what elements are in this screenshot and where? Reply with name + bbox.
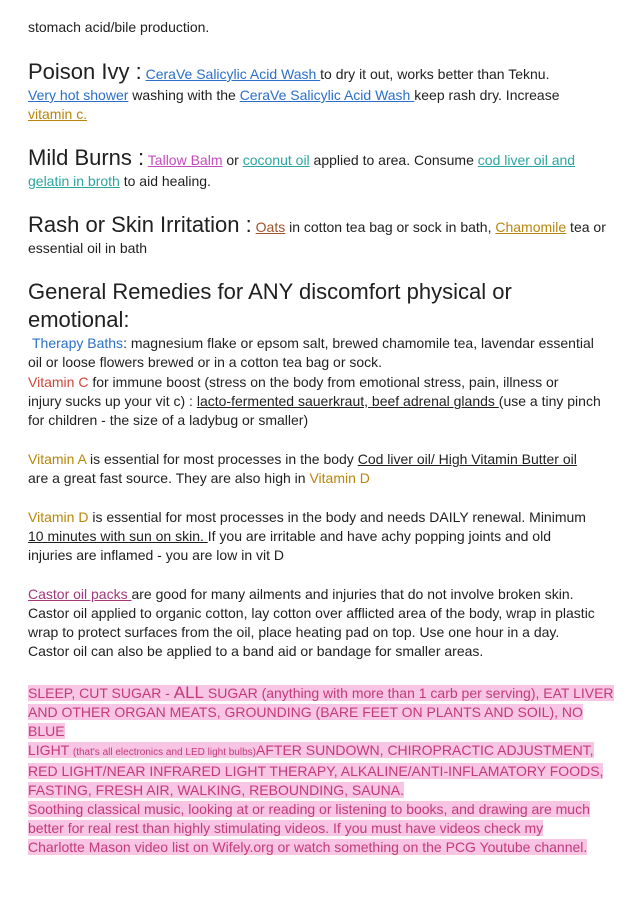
poison-ivy-section	[28, 58, 614, 124]
music-line-3: Charlotte Mason video list on Wifely.org or watch something on the PCG Youtube channel.	[28, 839, 588, 855]
sauerkraut-link[interactable]: lacto-fermented sauerkraut, beef adrenal glands	[196, 393, 499, 409]
cod-liver-butter-oil-link[interactable]: Cod liver oil/ High Vitamin Butter oil	[357, 451, 577, 467]
general-section	[28, 278, 614, 372]
coconut-oil-link[interactable]: coconut oil	[242, 152, 310, 168]
vitamin-d-label: Vitamin D	[28, 509, 89, 525]
mild-burns-heading: Mild Burns :	[28, 145, 145, 170]
lifestyle-line-2: AND OTHER ORGAN MEATS, GROUNDING (BARE FEET ON PLANTS AND SOIL), NO BLUE	[28, 704, 583, 739]
top-line: stomach acid/bile production.	[28, 19, 210, 35]
hot-shower-link[interactable]: Very hot shower	[28, 87, 129, 103]
mild-burns-section	[28, 144, 614, 191]
vitamin-d-section	[28, 508, 614, 565]
mild-burns-text-3: to aid healing.	[119, 173, 211, 189]
vitamin-a-line-1: is essential for most processes in the body	[86, 451, 358, 467]
cerave-link-2[interactable]: CeraVe Salicylic Acid Wash	[239, 87, 415, 103]
general-line-1: : magnesium flake or epsom salt, brewed chamomile tea, lavendar essential	[123, 335, 594, 351]
vitamin-c-link[interactable]: vitamin c.	[28, 106, 88, 122]
chamomile-link[interactable]: Chamomile	[495, 219, 567, 235]
lifestyle-line-3b: AFTER SUNDOWN, CHIROPRACTIC ADJUSTMENT,	[256, 742, 594, 758]
rash-text-3: essential oil in bath	[28, 240, 148, 256]
castor-line-3: wrap to protect surfaces from the oil, place heating pad on top. Use one hour in a day.	[28, 624, 560, 640]
music-section	[28, 800, 614, 857]
poison-ivy-text-2: washing with the	[128, 87, 240, 103]
vitamin-c-section	[28, 373, 614, 430]
castor-line-4: Castor oil can also be applied to a band aid or bandage for smaller areas.	[28, 643, 484, 659]
lifestyle-all: ALL	[173, 683, 204, 702]
vitamin-a-label: Vitamin A	[28, 451, 87, 467]
music-line-2: better for real rest than highly stimulating videos. If you must have videos check my	[28, 820, 544, 836]
castor-line-1: are good for many ailments and injuries that do not involve broken skin.	[131, 586, 574, 602]
rash-text-1: in cotton tea bag or sock in bath,	[285, 219, 496, 235]
castor-oil-packs-link[interactable]: Castor oil packs	[28, 586, 132, 602]
lifestyle-line-1a: SLEEP, CUT SUGAR -	[28, 685, 174, 701]
poison-ivy-text-1: to dry it out, works better than Teknu.	[320, 66, 550, 82]
vitamin-c-line-1: for immune boost (stress on the body from emotional stress, pain, illness or	[88, 374, 559, 390]
sun-on-skin-link[interactable]: 10 minutes with sun on skin.	[28, 528, 208, 544]
mild-burns-text-2: applied to area. Consume	[309, 152, 478, 168]
vitamin-d-line-1: is essential for most processes in the body and needs DAILY renewal. Minimum	[88, 509, 586, 525]
tallow-balm-link[interactable]: Tallow Balm	[147, 152, 223, 168]
vitamin-c-line-2b: (use a tiny pinch	[498, 393, 601, 409]
lifestyle-line-3a: LIGHT	[28, 742, 73, 758]
vitamin-a-line-2: are a great fast source. They are also high in	[28, 470, 310, 486]
vitamin-c-line-2a: injury sucks up your vit c) :	[28, 393, 197, 409]
castor-oil-section	[28, 585, 614, 661]
oats-link[interactable]: Oats	[255, 219, 286, 235]
rash-text-2: tea or	[566, 219, 606, 235]
lifestyle-line-1	[28, 685, 614, 701]
castor-line-2: Castor oil applied to organic cotton, lay cotton over afflicted area of the body, wrap in plastic	[28, 605, 595, 621]
vitamin-d-mention: Vitamin D	[309, 470, 370, 486]
vitamin-c-label: Vitamin C	[28, 374, 89, 390]
vitamin-d-line-2: If you are irritable and have achy popping joints and old	[207, 528, 551, 544]
vitamin-c-line-3: for children - the size of a ladybug or smaller)	[28, 412, 309, 428]
lifestyle-section	[28, 683, 614, 800]
lifestyle-line-4: RED LIGHT/NEAR INFRARED LIGHT THERAPY, ALKALINE/ANTI-INFLAMATORY FOODS,	[28, 763, 604, 779]
lifestyle-line-3	[28, 742, 594, 758]
poison-ivy-heading: Poison Ivy :	[28, 59, 142, 84]
lifestyle-line-5: FASTING, FRESH AIR, WALKING, REBOUNDING, SAUNA.	[28, 782, 404, 798]
lifestyle-line-3-tiny: (that's all electronics and LED light bulbs)	[72, 747, 256, 758]
therapy-baths-label: Therapy Baths	[32, 335, 124, 351]
cerave-link-1[interactable]: CeraVe Salicylic Acid Wash	[145, 66, 321, 82]
top-line-block	[28, 18, 614, 37]
mild-burns-text-1: or	[222, 152, 243, 168]
music-line-1: Soothing classical music, looking at or reading or listening to books, and drawing are much	[28, 801, 590, 817]
vitamin-d-line-3: injuries are inflamed - you are low in vit D	[28, 547, 284, 563]
lifestyle-line-1b: SUGAR (anything with more than 1 carb per serving), EAT LIVER	[204, 685, 614, 701]
general-heading: General Remedies for ANY discomfort physical or emotional:	[28, 279, 512, 332]
poison-ivy-text-3: keep rash dry. Increase	[414, 87, 560, 103]
rash-heading: Rash or Skin Irritation :	[28, 212, 252, 237]
cod-liver-oil-link[interactable]: cod liver oil and	[477, 152, 576, 168]
gelatin-broth-link[interactable]: gelatin in broth	[28, 173, 120, 189]
vitamin-a-section	[28, 450, 614, 488]
general-line-2: oil or loose flowers brewed or in a cotton tea bag or sock.	[28, 354, 383, 370]
rash-section	[28, 211, 614, 258]
